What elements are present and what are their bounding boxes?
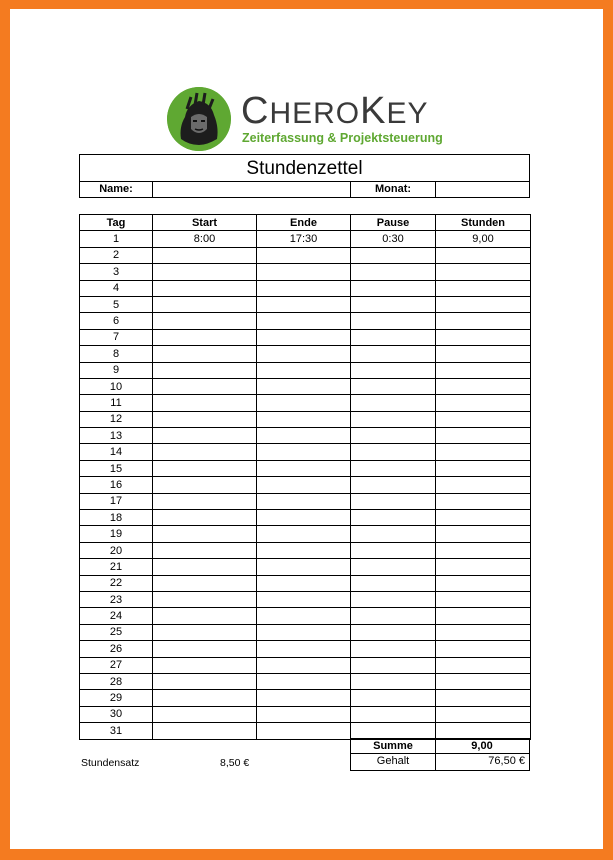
cell-ende[interactable]: [257, 477, 351, 493]
cell-start[interactable]: [153, 264, 257, 280]
cell-stunden[interactable]: [436, 247, 531, 263]
logo-brand-text: CHEROKEY: [241, 90, 429, 132]
cell-tag: 8: [80, 346, 153, 362]
cell-stunden[interactable]: [436, 280, 531, 296]
cell-ende[interactable]: 17:30: [257, 231, 351, 247]
cell-ende[interactable]: [257, 362, 351, 378]
cell-stunden[interactable]: [436, 608, 531, 624]
cell-pause[interactable]: [351, 264, 436, 280]
cell-pause[interactable]: [351, 296, 436, 312]
table-row: [80, 706, 531, 722]
cell-ende[interactable]: [257, 313, 351, 329]
cell-stunden[interactable]: [436, 264, 531, 280]
cell-pause[interactable]: [351, 346, 436, 362]
cell-start[interactable]: [153, 477, 257, 493]
cell-pause[interactable]: [351, 608, 436, 624]
cell-tag: 14: [80, 444, 153, 460]
cell-stunden[interactable]: [436, 673, 531, 689]
cell-tag: 3: [80, 264, 153, 280]
cell-ende[interactable]: [257, 280, 351, 296]
cell-start[interactable]: [153, 673, 257, 689]
cell-start[interactable]: [153, 444, 257, 460]
cell-tag: 15: [80, 460, 153, 476]
table-row: [80, 657, 531, 673]
cell-start[interactable]: [153, 313, 257, 329]
cell-pause[interactable]: [351, 247, 436, 263]
month-label: Monat:: [351, 182, 436, 197]
cell-start[interactable]: [153, 559, 257, 575]
cell-pause[interactable]: [351, 313, 436, 329]
cell-stunden[interactable]: [436, 362, 531, 378]
table-row: [80, 542, 531, 558]
cell-pause[interactable]: [351, 657, 436, 673]
cell-start[interactable]: [153, 346, 257, 362]
table-row: [80, 296, 531, 312]
cell-tag: 29: [80, 690, 153, 706]
logo-tagline: Zeiterfassung & Projektsteuerung: [242, 131, 443, 145]
column-header-pause: Pause: [351, 215, 436, 231]
cell-stunden[interactable]: [436, 296, 531, 312]
page-title: Stundenzettel: [80, 155, 529, 182]
cell-pause[interactable]: [351, 362, 436, 378]
cell-tag: 17: [80, 493, 153, 509]
stundensatz-label: Stundensatz: [81, 757, 140, 769]
cell-stunden[interactable]: [436, 542, 531, 558]
cell-stunden[interactable]: [436, 657, 531, 673]
month-field[interactable]: [436, 182, 529, 197]
cell-tag: 28: [80, 673, 153, 689]
column-header-ende: Ende: [257, 215, 351, 231]
cell-stunden[interactable]: [436, 510, 531, 526]
cell-start[interactable]: [153, 411, 257, 427]
cell-start[interactable]: [153, 510, 257, 526]
cell-tag: 26: [80, 641, 153, 657]
cell-pause[interactable]: [351, 395, 436, 411]
cell-start[interactable]: [153, 460, 257, 476]
cell-start[interactable]: [153, 591, 257, 607]
cell-ende[interactable]: [257, 346, 351, 362]
table-row: [80, 526, 531, 542]
cell-pause[interactable]: [351, 641, 436, 657]
summe-value: 9,00: [435, 738, 530, 754]
cell-tag: 2: [80, 247, 153, 263]
name-field[interactable]: [153, 182, 351, 197]
cell-tag: 7: [80, 329, 153, 345]
cell-start[interactable]: [153, 378, 257, 394]
gehalt-label: Gehalt: [350, 754, 436, 771]
cell-stunden[interactable]: [436, 591, 531, 607]
cell-pause[interactable]: [351, 329, 436, 345]
cell-tag: 5: [80, 296, 153, 312]
table-row: [80, 313, 531, 329]
cell-start[interactable]: [153, 428, 257, 444]
cell-start[interactable]: [153, 526, 257, 542]
cell-pause[interactable]: [351, 493, 436, 509]
cell-tag: 19: [80, 526, 153, 542]
table-row: [80, 280, 531, 296]
table-row: [80, 247, 531, 263]
cell-ende[interactable]: [257, 690, 351, 706]
table-row: [80, 690, 531, 706]
cell-ende[interactable]: [257, 395, 351, 411]
cell-ende[interactable]: [257, 608, 351, 624]
table-row: [80, 673, 531, 689]
cell-pause[interactable]: [351, 723, 436, 739]
cell-tag: 11: [80, 395, 153, 411]
cell-start[interactable]: [153, 362, 257, 378]
cell-ende[interactable]: [257, 559, 351, 575]
cell-start[interactable]: [153, 247, 257, 263]
cell-start[interactable]: [153, 723, 257, 739]
cell-stunden[interactable]: [436, 329, 531, 345]
cell-tag: 25: [80, 624, 153, 640]
cell-ende[interactable]: [257, 641, 351, 657]
document-page: [10, 9, 603, 849]
cell-tag: 31: [80, 723, 153, 739]
cell-ende[interactable]: [257, 444, 351, 460]
cell-stunden[interactable]: [436, 395, 531, 411]
table-row: [80, 411, 531, 427]
cell-pause[interactable]: [351, 690, 436, 706]
cell-ende[interactable]: [257, 542, 351, 558]
table-row: [80, 428, 531, 444]
cell-tag: 10: [80, 378, 153, 394]
table-row: [80, 362, 531, 378]
cell-stunden[interactable]: [436, 428, 531, 444]
cell-pause[interactable]: [351, 526, 436, 542]
cell-stunden[interactable]: [436, 706, 531, 722]
cell-tag: 16: [80, 477, 153, 493]
cell-ende[interactable]: [257, 264, 351, 280]
cell-pause[interactable]: [351, 428, 436, 444]
cell-ende[interactable]: [257, 378, 351, 394]
table-row: [80, 346, 531, 362]
cell-tag: 1: [80, 231, 153, 247]
stundensatz-value: 8,50 €: [220, 757, 250, 769]
header-box: [79, 154, 530, 198]
cell-pause[interactable]: [351, 444, 436, 460]
table-row: [80, 723, 531, 739]
cell-stunden[interactable]: [436, 378, 531, 394]
cell-ende[interactable]: [257, 591, 351, 607]
cell-stunden[interactable]: 9,00: [436, 231, 531, 247]
cell-stunden[interactable]: [436, 444, 531, 460]
cell-stunden[interactable]: [436, 559, 531, 575]
cell-tag: 18: [80, 510, 153, 526]
cell-ende[interactable]: [257, 296, 351, 312]
table-row: [80, 559, 531, 575]
table-row: [80, 231, 531, 247]
cell-start[interactable]: [153, 690, 257, 706]
table-row: [80, 624, 531, 640]
cell-pause[interactable]: [351, 706, 436, 722]
cell-ende[interactable]: [257, 428, 351, 444]
table-row: [80, 329, 531, 345]
table-row: [80, 264, 531, 280]
table-row: [80, 460, 531, 476]
cell-ende[interactable]: [257, 510, 351, 526]
table-row: [80, 444, 531, 460]
cell-ende[interactable]: [257, 247, 351, 263]
cell-pause[interactable]: 0:30: [351, 231, 436, 247]
company-logo: [167, 87, 443, 155]
cell-tag: 21: [80, 559, 153, 575]
table-row: [80, 591, 531, 607]
cell-ende[interactable]: [257, 673, 351, 689]
cell-tag: 4: [80, 280, 153, 296]
cell-pause[interactable]: [351, 510, 436, 526]
cell-stunden[interactable]: [436, 641, 531, 657]
cell-stunden[interactable]: [436, 690, 531, 706]
cell-start[interactable]: [153, 493, 257, 509]
cell-pause[interactable]: [351, 673, 436, 689]
cell-ende[interactable]: [257, 493, 351, 509]
cell-pause[interactable]: [351, 280, 436, 296]
cell-ende[interactable]: [257, 329, 351, 345]
cell-tag: 23: [80, 591, 153, 607]
cell-pause[interactable]: [351, 460, 436, 476]
cell-pause[interactable]: [351, 591, 436, 607]
cell-ende[interactable]: [257, 657, 351, 673]
table-row: [80, 641, 531, 657]
cell-stunden[interactable]: [436, 493, 531, 509]
cell-tag: 27: [80, 657, 153, 673]
cell-start[interactable]: 8:00: [153, 231, 257, 247]
cell-stunden[interactable]: [436, 526, 531, 542]
cell-start[interactable]: [153, 329, 257, 345]
table-row: [80, 477, 531, 493]
cell-start[interactable]: [153, 280, 257, 296]
table-row: [80, 575, 531, 591]
column-header-tag: Tag: [80, 215, 153, 231]
cell-stunden[interactable]: [436, 313, 531, 329]
column-header-start: Start: [153, 215, 257, 231]
cell-start[interactable]: [153, 624, 257, 640]
cell-stunden[interactable]: [436, 411, 531, 427]
table-row: [80, 608, 531, 624]
summe-label: Summe: [350, 738, 436, 754]
cell-pause[interactable]: [351, 542, 436, 558]
table-row: [80, 378, 531, 394]
cell-ende[interactable]: [257, 526, 351, 542]
cell-start[interactable]: [153, 657, 257, 673]
cell-pause[interactable]: [351, 559, 436, 575]
table-header-row: [80, 215, 531, 231]
cell-tag: 20: [80, 542, 153, 558]
cell-ende[interactable]: [257, 460, 351, 476]
cell-stunden[interactable]: [436, 723, 531, 739]
cell-tag: 24: [80, 608, 153, 624]
cell-tag: 9: [80, 362, 153, 378]
cell-tag: 22: [80, 575, 153, 591]
table-row: [80, 493, 531, 509]
column-header-stunden: Stunden: [436, 215, 531, 231]
cell-stunden[interactable]: [436, 460, 531, 476]
cell-stunden[interactable]: [436, 346, 531, 362]
table-row: [80, 510, 531, 526]
cell-stunden[interactable]: [436, 624, 531, 640]
cell-ende[interactable]: [257, 706, 351, 722]
name-label: Name:: [80, 182, 153, 197]
cell-ende[interactable]: [257, 575, 351, 591]
cell-pause[interactable]: [351, 624, 436, 640]
chief-portrait-icon: [167, 87, 231, 151]
timesheet-table: [79, 214, 531, 740]
cell-tag: 12: [80, 411, 153, 427]
cell-start[interactable]: [153, 296, 257, 312]
cell-pause[interactable]: [351, 411, 436, 427]
cell-start[interactable]: [153, 395, 257, 411]
cell-stunden[interactable]: [436, 575, 531, 591]
cell-start[interactable]: [153, 608, 257, 624]
cell-start[interactable]: [153, 706, 257, 722]
cell-ende[interactable]: [257, 411, 351, 427]
cell-pause[interactable]: [351, 378, 436, 394]
cell-ende[interactable]: [257, 624, 351, 640]
cell-tag: 6: [80, 313, 153, 329]
cell-pause[interactable]: [351, 575, 436, 591]
gehalt-value: 76,50 €: [435, 754, 530, 771]
cell-start[interactable]: [153, 575, 257, 591]
cell-pause[interactable]: [351, 477, 436, 493]
cell-tag: 30: [80, 706, 153, 722]
cell-start[interactable]: [153, 542, 257, 558]
cell-start[interactable]: [153, 641, 257, 657]
cell-ende[interactable]: [257, 723, 351, 739]
table-row: [80, 395, 531, 411]
cell-tag: 13: [80, 428, 153, 444]
cell-stunden[interactable]: [436, 477, 531, 493]
